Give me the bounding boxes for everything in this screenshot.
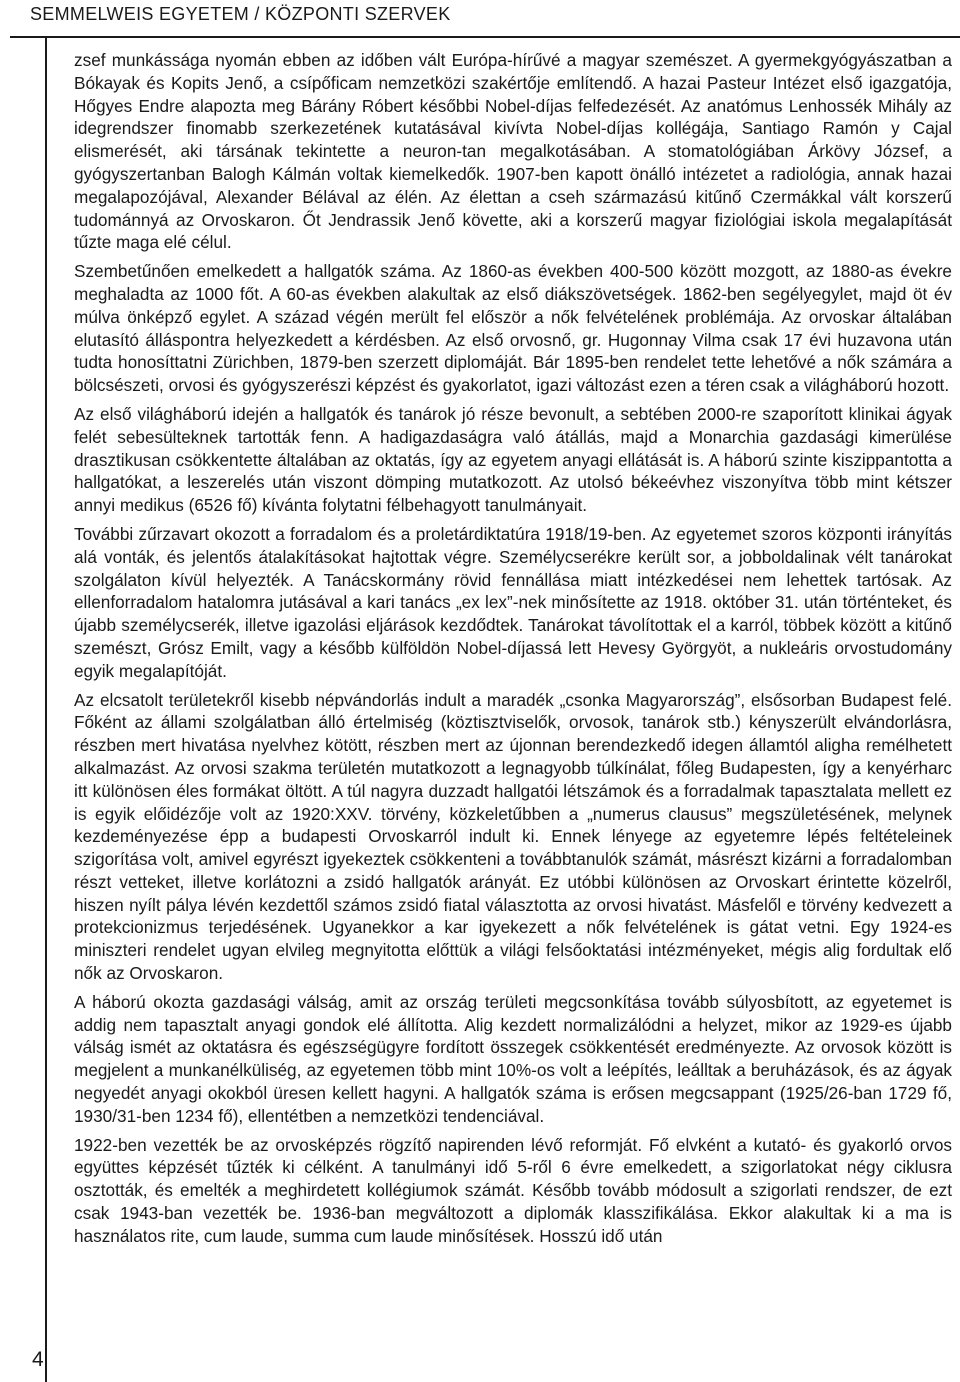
paragraph-6: A háború okozta gazdasági válság, amit az ország területi megcsonkítása tovább súlyosbított, az egyetemet is addig nem tapasztalt anyagi gondok elé állította. Alig kezdett normalizálódni a helyzet, mikor az 1929-es újabb válság ismét az oktatásra és egészségügyre fordított összegek csökkentését eredményezte. Az orvosok között is megjelent a munkanélküliség, az egyetemen több mint 10%-os volt a leépítés, leálltak a beruházások, és az ágyak negyedét anyagi okokból üresen kellett hagyni. A hallgatók száma is erősen megcsappant (1925/26-ban 1729 fő, 1930/31-ben 1234 fő), ellentétben a nemzetközi tendenciával. (74, 991, 952, 1126)
paragraph-2: Szembetűnően emelkedett a hallgatók száma. Az 1860-as években 400-500 között mozgott, az 1880-as évekre meghaladta az 1000 főt. A 60-as években alakultak az első diákszövetségek. 1862-ben segélyegylet, majd öt év múlva önképző egylet. A század végén merült fel először a nők felvételének problémája. Az orvoskar általában elutasító álláspontra helyezkedett a kérdésben. Az első orvosnő, gr. Hugonnay Vilma csak 17 évi huzavona után tudta honosíttatni Zürichben, 1879-ben szerzett diplomáját. Bár 1895-ben rendelet tette lehetővé a nők számára a bölcsészeti, orvosi és gyógyszerészi képzést és gyakorlatot, igazi változást ezen a téren csak a világháború hozott. (74, 261, 952, 396)
margin-divider (45, 37, 47, 1382)
main-text (74, 49, 952, 1254)
paragraph-7: 1922-ben vezették be az orvosképzés rögzítő napirenden lévő reformját. Fő elvként a kutató- és gyakorló orvos együttes képzését tűzték ki célként. A tanulmányi idő 5-ről 6 évre emelkedett, a szigorlatokat négy ciklusra osztották, és emelték a meghirdetett kollégiumok számát. Később tovább módosult a szigorlati rendszer, de ezt csak 1943-ban vezették be. 1936-ban megváltozott a diplomák klasszifikálása. Ekkor alakultak ki a ma is használatos rite, cum laude, summa cum laude minősítések. Hosszú idő után (74, 1134, 952, 1246)
paragraph-5: Az elcsatolt területekről kisebb népvándorlás indult a maradék „csonka Magyarország”, elsősorban Budapest felé. Főként az állami szolgálatban álló értelmiség (köztisztviselők, orvosok, tanárok stb.) kényszerült elvándorlásra, részben mert hivatása nyelvhez kötött, részben mert az újonnan berendezkedő idegen államtól aligha remélhetett alkalmazást. Az orvosi szakma területén mutatkozott a legnagyobb túlkínálat, főleg Budapesten, így a kenyérharc itt különösen éles formákat öltött. A túl nagyra duzzadt hallgatói létszámok és a forradalmak tapasztalata mellett ez is egyik előidézője volt az 1920:XXV. törvény, közkeletűbben a „numerus clausus” megszületésének, melynek kezdeményezése épp a budapesti Orvoskarról indult ki. Ennek lényege az egyetemre lépés feltételeinek szigorítása volt, amivel egyrészt igyekeztek csökkenteni a továbbtanulók számát, másrészt kizárni a forradalomban részt vetteket, illetve korlátozni a zsidó hallgatók arányát. Ez utóbbi különösen az Orvoskart érintette közelről, hiszen nyílt pálya lévén kezdettől számos zsidó fiatal választotta az orvosi hivatást. Másfelől e törvény kedvezett a protekcionizmus terjedésének. Ugyanekkor a kar igyekezett a nők felvételének is gátat vetni. Egy 1924-es miniszteri rendelet ugyan elvileg megnyitotta előttük a világi felsőoktatási intézményeket, mégis alig fordultak elő nők az Orvoskaron. (74, 689, 952, 984)
paragraph-3: Az első világháború idején a hallgatók és tanárok jó része bevonult, a sebtében 2000-re szaporított klinikai ágyak felét sebesülteknek tartották fenn. A hadigazdaságra való átállás, majd a Monarchia gazdasági kimerülése drasztikusan csökkentette általában az oktatás, így az egyetem anyagi ellátását is. A háború szinte kiszippantotta a hallgatókat, a leszerelés után viszont dömping mutatkozott. Az utolsó békeévhez viszonyítva több mint kétszer annyi medikus (6526 fő) kívánta folytatni félbehagyott tanulmányait. (74, 403, 952, 516)
running-header: SEMMELWEIS EGYETEM / KÖZPONTI SZERVEK (30, 4, 451, 24)
paragraph-4: További zűrzavart okozott a forradalom és a proletárdiktatúra 1918/19-ben. Az egyetemet szoros központi irányítás alá vonták, és jelentős átalakításokat hajtottak végre. Személycserékre került sor, a jobboldalinak vélt tanárokat szolgálaton kívül helyezték. A Tanácskormány rövid fennállása miatt intézkedései nem lehettek tartósak. Az ellenforradalom hatalomra jutásával a kari tanács „ex lex”-nek minősítette az 1918. október 31. után történteket, és újabb személycserék, illetve igazolási eljárások kezdődtek. Tanárokat távolítottak el a karról, többek között a kitűnő szemészt, Grósz Emilt, vagy a később külföldön Nobel-díjassá lett Hevesy Györgyöt, a nukleáris orvostudomány egyik megalapítóját. (74, 523, 952, 681)
page-number: 4 (32, 1348, 44, 1371)
header-divider (10, 36, 960, 38)
paragraph-1: zsef munkássága nyomán ebben az időben vált Európa-hírűvé a magyar szemészet. A gyermekgyógyászatban a Bókayak és Kopits Jenő, a csípőficam nemzetközi szakértője említendő. A hazai Pasteur Intézet első igazgatója, Hőgyes Endre alapozta meg Bárány Róbert későbbi Nobel-díjas felfedezését. Az anatómus Lenhossék Mihály az idegrendszer finomabb szerkezetének kutatásával kivívta Nobel-díjas kollégája, Santiago Ramón y Cajal elismerését, aki társának tekintette a neuron-tan megalkotásában. A stomatológiában Árkövy József, a gyógyszertanban Balogh Kálmán voltak kiemelkedők. 1907-ben kapott önálló intézetet a radiológia, annak hazai megalapozójával, Alexander Bélával az élén. Az élettan a cseh származású kitűnő Czermákkal vált korszerű tudománnyá az Orvoskaron. Őt Jendrassik Jenő követte, aki a korszerű magyar fiziológiai iskola megalapítását tűzte maga elé célul. (74, 50, 952, 253)
